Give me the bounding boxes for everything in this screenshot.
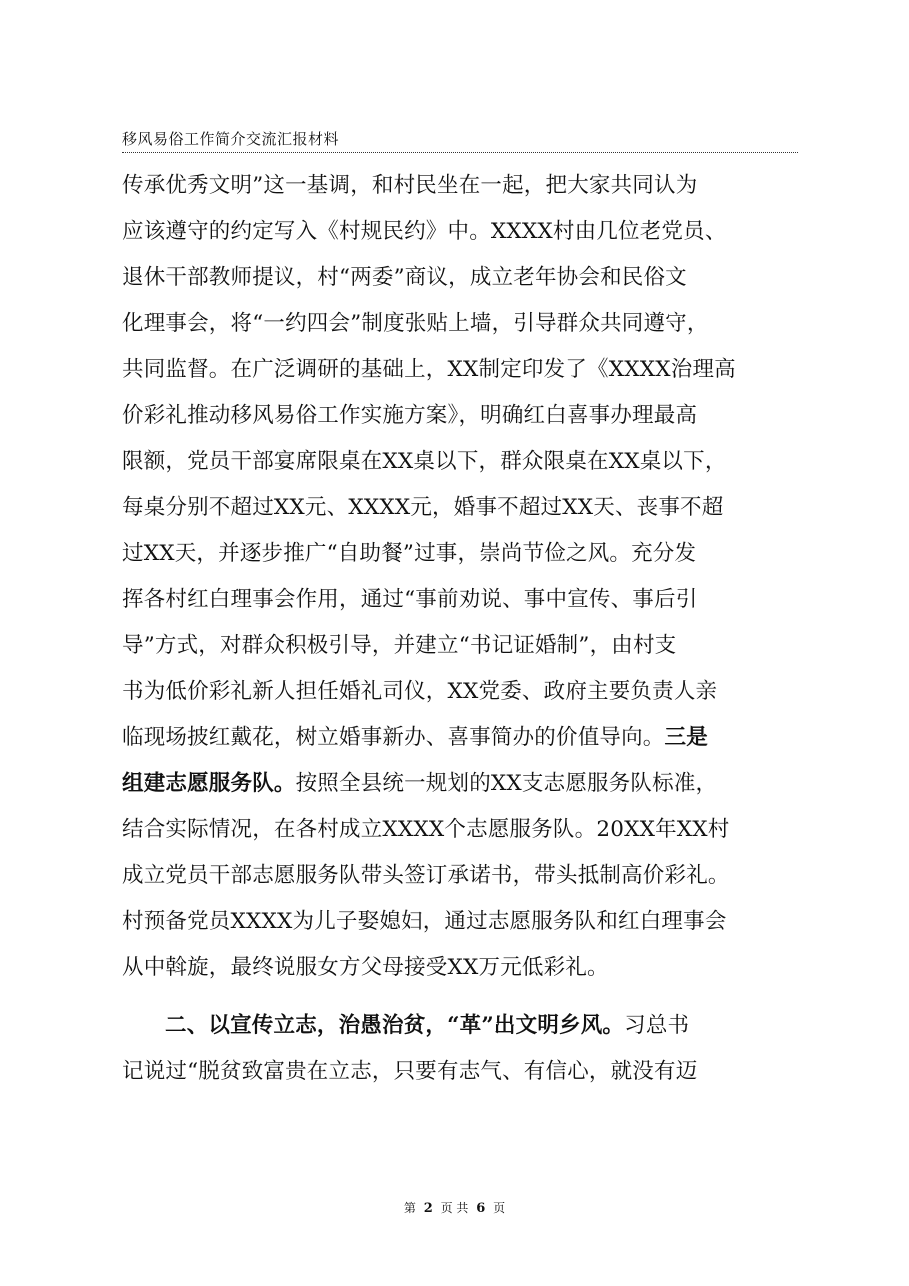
section-heading: 二、以宣传立志，治愚治贫，“革”出文明乡风。 [165, 1013, 625, 1038]
text-line: 化理事会，将“一约四会”制度张贴上墙，引导群众共同遵守， [122, 311, 709, 336]
text-line: 过XX天，并逐步推广“自助餐”过事，崇尚节俭之风。充分发 [122, 541, 697, 566]
text-line: 每桌分别不超过XX元、XXXX元，婚事不超过XX天、丧事不超 [122, 495, 724, 520]
text-line: 从中斡旋，最终说服女方父母接受XX万元低彩礼。 [122, 955, 609, 980]
text-line: 书为低价彩礼新人担任婚礼司仪，XX党委、政府主要负责人亲 [122, 679, 718, 704]
footer-prefix: 第 [403, 1201, 416, 1215]
text-run: 习总书 [624, 1013, 690, 1038]
total-pages: 6 [476, 1201, 486, 1216]
bold-lead-in: 三是 [664, 725, 708, 750]
text-run: 按照全县统一规划的XX支志愿服务队标准， [295, 771, 718, 796]
text-line: 传承优秀文明”这一基调，和村民坐在一起，把大家共同认为 [122, 173, 698, 198]
bold-lead-in: 组建志愿服务队。 [122, 771, 296, 796]
text-run: 临现场披红戴花，树立婚事新办、喜事简办的价值导向。 [122, 725, 665, 750]
paragraph-gap [122, 991, 798, 1003]
header-title: 移风易俗工作简介交流汇报材料 [122, 130, 340, 148]
text-line: 记说过“脱贫致富贵在立志，只要有志气、有信心，就没有迈 [122, 1059, 698, 1084]
section-heading-line [122, 1003, 798, 1049]
text-line [122, 761, 798, 807]
text-line: 挥各村红白理事会作用，通过“事前劝说、事中宣传、事后引 [122, 587, 698, 612]
text-line: 限额，党员干部宴席限桌在XX桌以下，群众限桌在XX桌以下， [122, 449, 727, 474]
running-header [122, 129, 798, 153]
text-line: 成立党员干部志愿服务队带头签订承诺书，带头抵制高价彩礼。 [122, 863, 730, 888]
body-text [122, 163, 798, 1095]
text-line: 应该遵守的约定写入《村规民约》中。XXXX村由几位老党员、 [122, 219, 727, 244]
text-line: 退休干部教师提议，村“两委”商议，成立老年协会和民俗文 [122, 265, 687, 290]
text-line: 结合实际情况，在各村成立XXXX个志愿服务队。20XX年XX村 [122, 817, 730, 842]
page-footer [0, 1200, 909, 1217]
text-line: 价彩礼推动移风易俗工作实施方案》，明确红白喜事办理最高 [122, 403, 698, 428]
text-line: 村预备党员XXXX为儿子娶媳妇，通过志愿服务队和红白理事会 [122, 909, 727, 934]
text-line [122, 715, 798, 761]
text-line: 导”方式，对群众积极引导，并建立“书记证婚制”，由村支 [122, 633, 677, 658]
footer-suffix: 页 [493, 1201, 506, 1215]
footer-middle: 页 共 [440, 1201, 469, 1215]
text-line: 共同监督。在广泛调研的基础上，XX制定印发了《XXXX治理高 [122, 357, 736, 382]
page-number: 2 [423, 1201, 433, 1216]
